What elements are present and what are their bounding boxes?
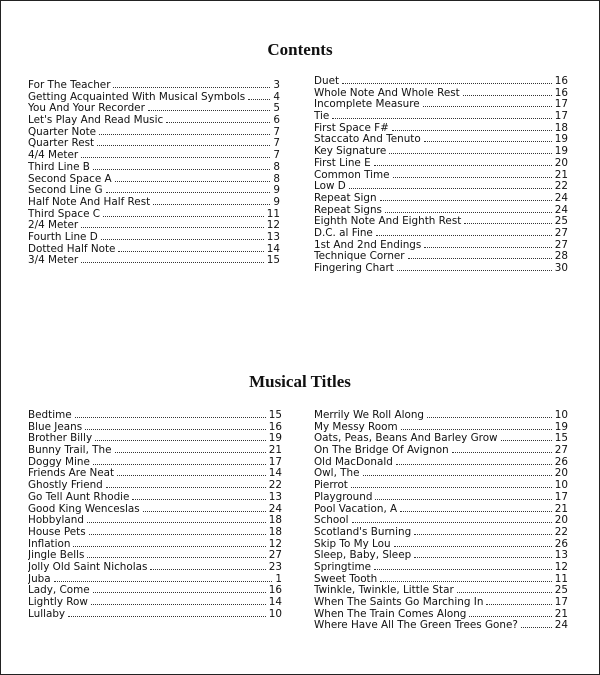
dot-leader bbox=[91, 603, 266, 605]
entry-title: Incomplete Measure bbox=[314, 99, 420, 111]
toc-entry bbox=[28, 457, 282, 469]
dot-leader bbox=[392, 129, 552, 131]
entry-title: Friends Are Neat bbox=[28, 468, 115, 480]
entry-page-number: 16 bbox=[554, 76, 568, 87]
entry-title: Pool Vacation, A bbox=[314, 503, 398, 515]
entry-page-number: 27 bbox=[554, 239, 568, 251]
entry-page-number: 19 bbox=[554, 421, 568, 433]
toc-entry bbox=[314, 251, 568, 263]
toc-entry bbox=[314, 216, 568, 228]
entry-title: Skip To My Lou bbox=[314, 538, 391, 550]
entry-title: Tie bbox=[314, 111, 330, 123]
entry-title: Ghostly Friend bbox=[28, 480, 103, 492]
entry-title: When The Train Comes Along bbox=[314, 608, 467, 620]
entry-page-number: 20 bbox=[554, 157, 568, 169]
dot-leader bbox=[389, 152, 551, 154]
toc-entry bbox=[314, 134, 568, 146]
entry-page-number: 17 bbox=[554, 597, 568, 608]
dot-leader bbox=[424, 246, 551, 248]
entry-page-number: 22 bbox=[554, 526, 568, 538]
entry-page-number: 27 bbox=[554, 227, 568, 239]
dot-leader bbox=[75, 416, 266, 418]
toc-entry bbox=[28, 232, 280, 244]
dot-leader bbox=[97, 144, 270, 146]
dot-leader bbox=[148, 109, 271, 111]
musical-titles-left-column bbox=[28, 410, 282, 620]
entry-title: D.C. al Fine bbox=[314, 227, 373, 239]
entry-title: Juba bbox=[28, 573, 51, 585]
entry-title: Second Line G bbox=[28, 185, 103, 197]
toc-entry bbox=[314, 205, 568, 217]
dot-leader bbox=[106, 191, 271, 193]
entry-title: First Line E bbox=[314, 157, 371, 169]
toc-entry bbox=[314, 492, 568, 504]
dot-leader bbox=[374, 568, 552, 570]
entry-title: Fingering Chart bbox=[314, 263, 394, 274]
toc-entry bbox=[314, 539, 568, 551]
entry-page-number: 7 bbox=[273, 150, 280, 162]
dot-leader bbox=[380, 199, 552, 201]
entry-title: Eighth Note And Eighth Rest bbox=[314, 216, 462, 228]
toc-entry bbox=[28, 562, 282, 574]
toc-entry bbox=[28, 527, 282, 539]
toc-entry bbox=[314, 620, 568, 632]
entry-page-number: 18 bbox=[268, 526, 282, 538]
toc-entry bbox=[314, 422, 568, 434]
dot-leader bbox=[150, 568, 265, 570]
entry-page-number: 12 bbox=[554, 561, 568, 573]
entry-page-number: 17 bbox=[554, 99, 568, 111]
entry-page-number: 18 bbox=[554, 122, 568, 134]
entry-page-number: 11 bbox=[554, 573, 568, 585]
entry-page-number: 14 bbox=[268, 468, 282, 480]
entry-page-number: 16 bbox=[554, 87, 568, 99]
dot-leader bbox=[376, 234, 552, 236]
entry-page-number: 7 bbox=[273, 126, 280, 138]
toc-entry bbox=[314, 88, 568, 100]
entry-page-number: 26 bbox=[554, 456, 568, 468]
entry-page-number: 12 bbox=[266, 220, 280, 232]
dot-leader bbox=[93, 168, 270, 170]
toc-entry bbox=[314, 123, 568, 135]
entry-title: Lullaby bbox=[28, 608, 66, 620]
toc-entry bbox=[28, 492, 282, 504]
dot-leader bbox=[501, 439, 552, 441]
entry-title: 4/4 Meter bbox=[28, 150, 79, 162]
dot-leader bbox=[424, 140, 552, 142]
dot-leader bbox=[87, 556, 265, 558]
dot-leader bbox=[486, 603, 551, 605]
dot-leader bbox=[81, 156, 270, 158]
entry-page-number: 27 bbox=[554, 445, 568, 457]
entry-page-number: 25 bbox=[554, 585, 568, 597]
toc-entry bbox=[28, 433, 282, 445]
toc-entry bbox=[28, 127, 280, 139]
entry-page-number: 14 bbox=[266, 243, 280, 255]
toc-entry bbox=[314, 433, 568, 445]
entry-title: Low D bbox=[314, 181, 346, 193]
entry-title: 1st And 2nd Endings bbox=[314, 239, 422, 251]
dot-leader bbox=[408, 257, 552, 259]
entry-page-number: 24 bbox=[554, 620, 568, 632]
entry-page-number: 21 bbox=[268, 445, 282, 457]
dot-leader bbox=[375, 498, 551, 500]
entry-page-number: 12 bbox=[268, 538, 282, 550]
entry-page-number: 17 bbox=[268, 456, 282, 468]
toc-entry bbox=[28, 550, 282, 562]
entry-title: Repeat Signs bbox=[314, 204, 382, 216]
entry-title: Key Signature bbox=[314, 146, 387, 158]
entry-page-number: 1 bbox=[275, 573, 282, 585]
entry-page-number: 24 bbox=[554, 204, 568, 216]
entry-title: Staccato And Tenuto bbox=[314, 134, 421, 146]
toc-entry bbox=[314, 228, 568, 240]
dot-leader bbox=[374, 164, 552, 166]
entry-page-number: 8 bbox=[273, 161, 280, 173]
entry-title: Sleep, Baby, Sleep bbox=[314, 550, 412, 562]
entry-title: Fourth Line D bbox=[28, 231, 98, 243]
entry-title: Doggy Mine bbox=[28, 456, 90, 468]
entry-title: Sweet Tooth bbox=[314, 573, 378, 585]
toc-entry bbox=[314, 562, 568, 574]
toc-entry bbox=[28, 220, 280, 232]
entry-page-number: 22 bbox=[268, 480, 282, 492]
entry-page-number: 28 bbox=[554, 251, 568, 263]
entry-page-number: 10 bbox=[268, 608, 282, 620]
entry-page-number: 23 bbox=[268, 561, 282, 573]
entry-page-number: 19 bbox=[554, 146, 568, 158]
toc-entry bbox=[28, 539, 282, 551]
toc-entry bbox=[314, 468, 568, 480]
entry-page-number: 14 bbox=[268, 597, 282, 608]
dot-leader bbox=[143, 510, 266, 512]
musical-titles-heading: Musical Titles bbox=[249, 372, 351, 391]
toc-entry bbox=[28, 445, 282, 457]
entry-page-number: 24 bbox=[268, 503, 282, 515]
toc-entry bbox=[28, 92, 280, 104]
entry-page-number: 10 bbox=[554, 410, 568, 421]
dot-leader bbox=[394, 545, 552, 547]
entry-page-number: 22 bbox=[554, 181, 568, 193]
entry-title: Bunny Trail, The bbox=[28, 445, 112, 457]
entry-title: Inflation bbox=[28, 538, 71, 550]
toc-entry bbox=[314, 504, 568, 516]
dot-leader bbox=[113, 86, 270, 88]
entry-page-number: 19 bbox=[268, 433, 282, 445]
entry-title: Lightly Row bbox=[28, 597, 88, 608]
dot-leader bbox=[93, 591, 266, 593]
toc-entry bbox=[28, 244, 280, 256]
dot-leader bbox=[414, 556, 552, 558]
entry-page-number: 3 bbox=[273, 80, 280, 91]
dot-leader bbox=[351, 486, 552, 488]
dot-leader bbox=[85, 428, 266, 430]
dot-leader bbox=[414, 533, 552, 535]
entry-page-number: 16 bbox=[268, 421, 282, 433]
entry-title: Technique Corner bbox=[314, 251, 405, 263]
entry-title: My Messy Room bbox=[314, 421, 398, 433]
toc-entry bbox=[314, 574, 568, 586]
entry-page-number: 21 bbox=[554, 503, 568, 515]
entry-page-number: 5 bbox=[273, 103, 280, 115]
entry-title: Old MacDonald bbox=[314, 456, 393, 468]
dot-leader bbox=[103, 215, 264, 217]
toc-entry bbox=[314, 263, 568, 275]
toc-entry bbox=[314, 170, 568, 182]
entry-title: You And Your Recorder bbox=[28, 103, 145, 115]
dot-leader bbox=[99, 133, 270, 135]
toc-entry bbox=[28, 138, 280, 150]
entry-page-number: 13 bbox=[268, 491, 282, 503]
dot-leader bbox=[153, 203, 270, 205]
entry-title: Getting Acquainted With Musical Symbols bbox=[28, 91, 246, 103]
dot-leader bbox=[352, 521, 552, 523]
entry-title: For The Teacher bbox=[28, 80, 111, 91]
entry-page-number: 10 bbox=[554, 480, 568, 492]
toc-entry bbox=[314, 457, 568, 469]
entry-title: Second Space A bbox=[28, 173, 112, 185]
toc-entry bbox=[314, 193, 568, 205]
entry-title: Pierrot bbox=[314, 480, 348, 492]
dot-leader bbox=[87, 521, 266, 523]
dot-leader bbox=[463, 94, 552, 96]
toc-entry bbox=[314, 99, 568, 111]
entry-title: Duet bbox=[314, 76, 340, 87]
entry-title: Common Time bbox=[314, 169, 390, 181]
entry-title: Springtime bbox=[314, 561, 372, 573]
entry-title: On The Bridge Of Avignon bbox=[314, 445, 449, 457]
entry-title: Jolly Old Saint Nicholas bbox=[28, 561, 148, 573]
entry-title: Merrily We Roll Along bbox=[314, 410, 425, 421]
toc-entry bbox=[28, 410, 282, 422]
entry-page-number: 24 bbox=[554, 192, 568, 204]
dot-leader bbox=[380, 580, 552, 582]
dot-leader bbox=[342, 82, 552, 84]
dot-leader bbox=[397, 269, 552, 271]
toc-entry bbox=[28, 480, 282, 492]
toc-entry bbox=[28, 255, 280, 267]
entry-title: Third Line B bbox=[28, 161, 90, 173]
toc-entry bbox=[28, 574, 282, 586]
toc-entry bbox=[28, 80, 280, 92]
entry-title: Go Tell Aunt Rhodie bbox=[28, 491, 130, 503]
entry-title: Where Have All The Green Trees Gone? bbox=[314, 620, 518, 632]
toc-entry bbox=[314, 609, 568, 621]
entry-title: School bbox=[314, 515, 349, 527]
entry-page-number: 8 bbox=[273, 173, 280, 185]
toc-entry bbox=[314, 480, 568, 492]
dot-leader bbox=[68, 615, 266, 617]
entry-title: Playground bbox=[314, 491, 373, 503]
entry-title: Hobbyland bbox=[28, 515, 84, 527]
musical-titles-right-column bbox=[314, 410, 568, 632]
dot-leader bbox=[385, 211, 552, 213]
dot-leader bbox=[400, 510, 552, 512]
dot-leader bbox=[332, 117, 551, 119]
toc-entry bbox=[314, 111, 568, 123]
entry-title: First Space F# bbox=[314, 122, 389, 134]
entry-page-number: 18 bbox=[268, 515, 282, 527]
dot-leader bbox=[248, 98, 270, 100]
dot-leader bbox=[464, 222, 551, 224]
toc-entry bbox=[28, 150, 280, 162]
toc-entry bbox=[28, 115, 280, 127]
entry-page-number: 27 bbox=[268, 550, 282, 562]
entry-title: Good King Wenceslas bbox=[28, 503, 140, 515]
toc-entry bbox=[28, 185, 280, 197]
toc-entry bbox=[314, 597, 568, 609]
entry-page-number: 6 bbox=[273, 115, 280, 127]
entry-page-number: 15 bbox=[268, 410, 282, 421]
entry-page-number: 26 bbox=[554, 538, 568, 550]
dot-leader bbox=[81, 226, 264, 228]
entry-page-number: 16 bbox=[268, 585, 282, 597]
toc-entry bbox=[314, 585, 568, 597]
entry-title: Quarter Rest bbox=[28, 138, 95, 150]
entry-title: Oats, Peas, Beans And Barley Grow bbox=[314, 433, 498, 445]
toc-entry bbox=[314, 445, 568, 457]
dot-leader bbox=[469, 615, 551, 617]
entry-title: Brother Billy bbox=[28, 433, 93, 445]
toc-entry bbox=[314, 527, 568, 539]
contents-left-column bbox=[28, 80, 280, 267]
contents-right-column bbox=[314, 76, 568, 275]
entry-title: Jingle Bells bbox=[28, 550, 85, 562]
entry-page-number: 13 bbox=[554, 550, 568, 562]
entry-page-number: 15 bbox=[266, 255, 280, 267]
entry-page-number: 21 bbox=[554, 608, 568, 620]
toc-entry bbox=[28, 597, 282, 609]
dot-leader bbox=[427, 416, 552, 418]
entry-title: Half Note And Half Rest bbox=[28, 196, 151, 208]
entry-title: Third Space C bbox=[28, 208, 101, 220]
dot-leader bbox=[115, 451, 266, 453]
dot-leader bbox=[363, 474, 552, 476]
entry-title: Scotland's Burning bbox=[314, 526, 412, 538]
toc-entry bbox=[28, 197, 280, 209]
entry-page-number: 20 bbox=[554, 468, 568, 480]
toc-entry bbox=[28, 174, 280, 186]
toc-entry bbox=[28, 515, 282, 527]
dot-leader bbox=[101, 238, 264, 240]
dot-leader bbox=[166, 121, 270, 123]
dot-leader bbox=[457, 591, 552, 593]
toc-entry bbox=[28, 162, 280, 174]
dot-leader bbox=[401, 428, 552, 430]
dot-leader bbox=[393, 176, 552, 178]
entry-title: Owl, The bbox=[314, 468, 360, 480]
dot-leader bbox=[118, 250, 263, 252]
toc-entry bbox=[314, 181, 568, 193]
dot-leader bbox=[521, 626, 552, 628]
toc-entry bbox=[314, 550, 568, 562]
entry-page-number: 17 bbox=[554, 111, 568, 123]
dot-leader bbox=[95, 439, 266, 441]
dot-leader bbox=[89, 533, 266, 535]
entry-page-number: 20 bbox=[554, 515, 568, 527]
entry-page-number: 9 bbox=[273, 196, 280, 208]
dot-leader bbox=[73, 545, 265, 547]
dot-leader bbox=[423, 105, 552, 107]
entry-title: Lady, Come bbox=[28, 585, 90, 597]
entry-title: Bedtime bbox=[28, 410, 72, 421]
entry-title: Blue Jeans bbox=[28, 421, 83, 433]
contents-heading: Contents bbox=[267, 40, 333, 59]
entry-page-number: 17 bbox=[554, 491, 568, 503]
entry-page-number: 15 bbox=[554, 433, 568, 445]
dot-leader bbox=[132, 498, 265, 500]
toc-entry bbox=[314, 146, 568, 158]
entry-title: House Pets bbox=[28, 526, 86, 538]
entry-page-number: 11 bbox=[266, 208, 280, 220]
entry-title: 2/4 Meter bbox=[28, 220, 79, 232]
entry-title: Repeat Sign bbox=[314, 192, 377, 204]
entry-title: Dotted Half Note bbox=[28, 243, 116, 255]
dot-leader bbox=[81, 261, 264, 263]
entry-page-number: 30 bbox=[554, 263, 568, 274]
entry-page-number: 4 bbox=[273, 91, 280, 103]
dot-leader bbox=[117, 474, 266, 476]
entry-page-number: 19 bbox=[554, 134, 568, 146]
toc-entry bbox=[28, 209, 280, 221]
toc-entry bbox=[28, 504, 282, 516]
entry-title: Twinkle, Twinkle, Little Star bbox=[314, 585, 454, 597]
entry-title: Quarter Note bbox=[28, 126, 97, 138]
toc-entry bbox=[28, 468, 282, 480]
toc-entry bbox=[314, 158, 568, 170]
entry-page-number: 7 bbox=[273, 138, 280, 150]
toc-entry bbox=[314, 410, 568, 422]
entry-title: Let's Play And Read Music bbox=[28, 115, 164, 127]
toc-entry bbox=[28, 585, 282, 597]
entry-page-number: 25 bbox=[554, 216, 568, 228]
entry-title: 3/4 Meter bbox=[28, 255, 79, 267]
entry-page-number: 9 bbox=[273, 185, 280, 197]
toc-entry bbox=[314, 240, 568, 252]
dot-leader bbox=[106, 486, 266, 488]
dot-leader bbox=[452, 451, 552, 453]
toc-entry bbox=[314, 515, 568, 527]
dot-leader bbox=[93, 463, 266, 465]
toc-entry bbox=[28, 609, 282, 621]
dot-leader bbox=[349, 187, 552, 189]
entry-title: When The Saints Go Marching In bbox=[314, 597, 484, 608]
entry-title: Whole Note And Whole Rest bbox=[314, 87, 460, 99]
toc-entry bbox=[28, 422, 282, 434]
toc-entry bbox=[28, 103, 280, 115]
entry-page-number: 21 bbox=[554, 169, 568, 181]
dot-leader bbox=[54, 580, 273, 582]
entry-page-number: 13 bbox=[266, 231, 280, 243]
toc-entry bbox=[314, 76, 568, 88]
dot-leader bbox=[115, 180, 271, 182]
dot-leader bbox=[396, 463, 552, 465]
